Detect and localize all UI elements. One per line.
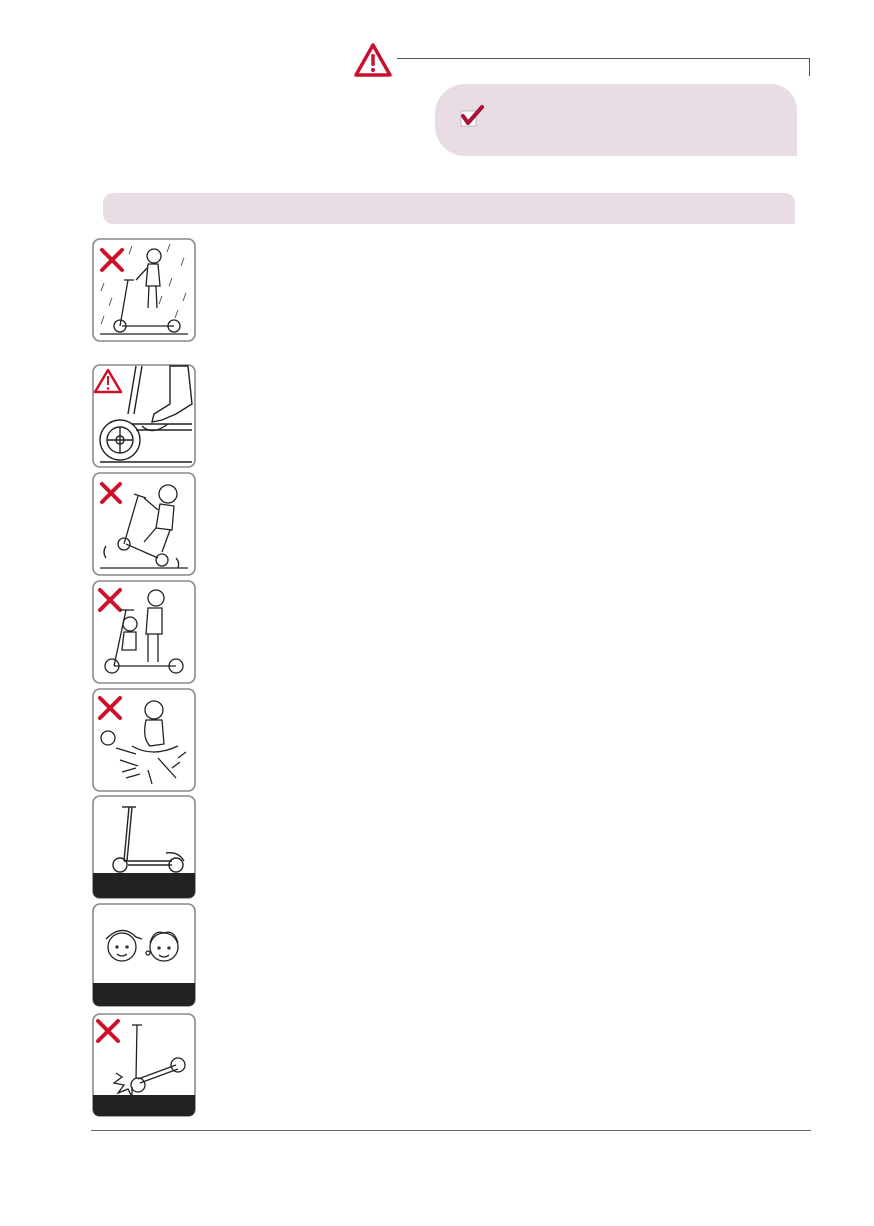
scooter-on-ground-band-illustration (92, 795, 196, 899)
card-children-faces (92, 903, 196, 1007)
child-riding-scooter-in-rain-illustration (92, 238, 196, 342)
card-jumping (92, 472, 196, 576)
card-brake-warning (92, 364, 196, 468)
card-scooter-standing (92, 795, 196, 899)
child-doing-wheelie-jump-illustration (92, 472, 196, 576)
two-children-riding-one-scooter-illustration (92, 580, 196, 684)
two-children-faces-illustration (92, 903, 196, 1007)
foot-on-rear-brake-illustration (92, 364, 196, 468)
card-disassembling (92, 688, 196, 792)
note-panel (435, 84, 797, 156)
checkmark-icon (459, 104, 485, 128)
section-header-bar (103, 193, 795, 224)
card-rain-riding (92, 238, 196, 342)
footer-rule (91, 1130, 811, 1131)
warning-triangle-icon (353, 42, 393, 78)
card-scooter-crash (92, 1013, 196, 1117)
header-rule (397, 58, 810, 59)
card-two-riders (92, 580, 196, 684)
scooter-crashing-impact-illustration (92, 1013, 196, 1117)
child-disassembling-scooter-illustration (92, 688, 196, 792)
header-rule-tick (809, 58, 810, 76)
